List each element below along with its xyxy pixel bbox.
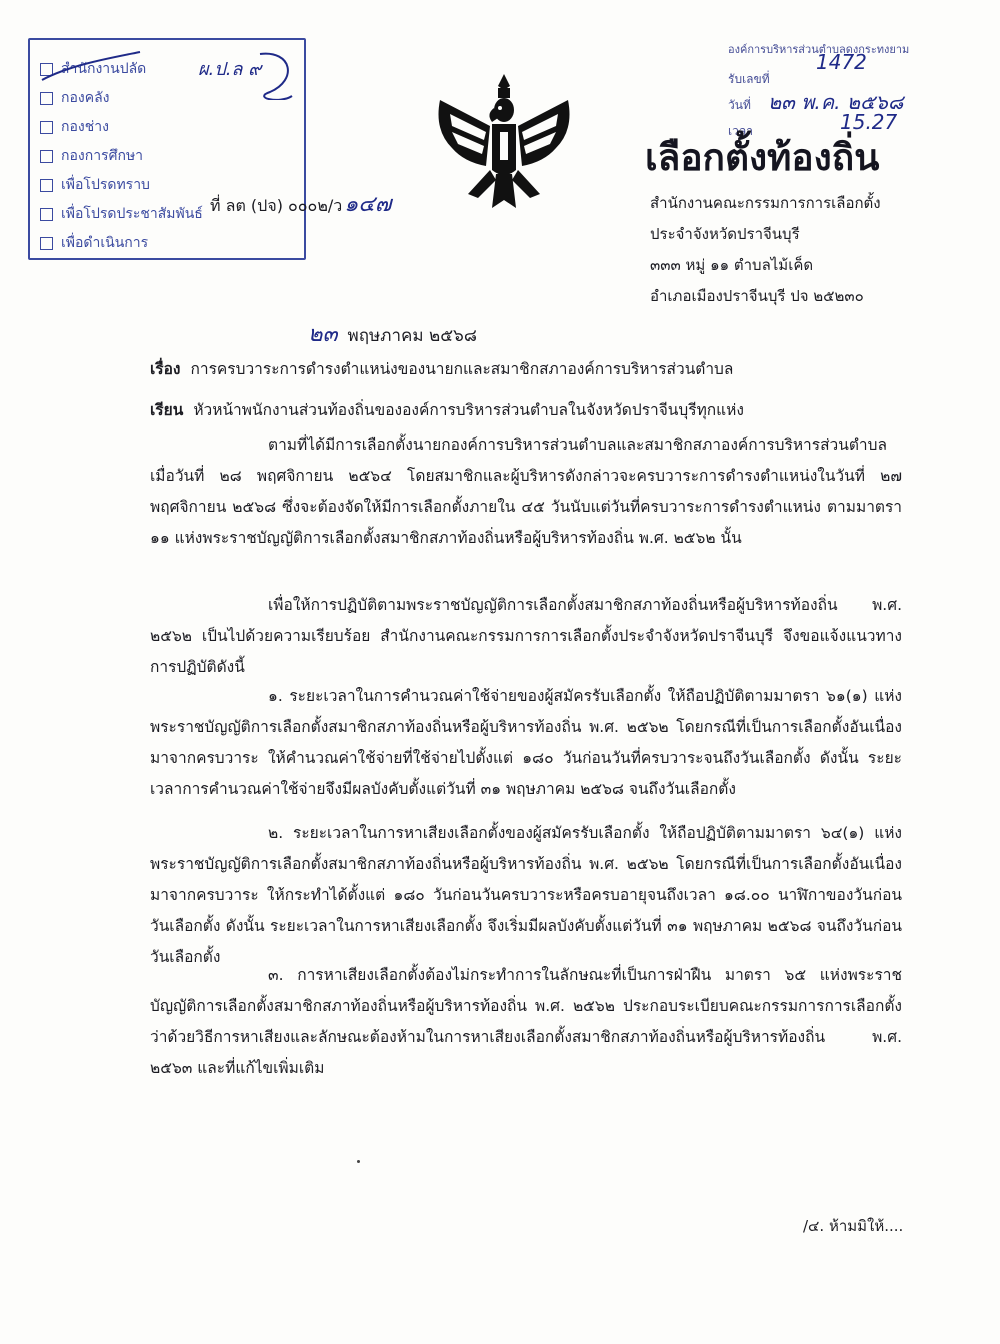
routing-item: สำนักงานปลัด: [40, 58, 146, 80]
letterhead-line: ๓๓๓ หมู่ ๑๑ ตำบลไม้เค็ด: [650, 256, 814, 274]
handwritten-note: ผ.ป.ล ๙: [198, 59, 262, 80]
routing-item: เพื่อดำเนินการ: [40, 232, 148, 254]
routing-item: กองการศึกษา: [40, 145, 143, 167]
routing-stamp: [28, 38, 306, 260]
routing-item: เพื่อโปรดประชาสัมพันธ์: [40, 203, 203, 225]
letterhead-line: อำเภอเมืองปราจีนบุรี ปจ ๒๕๒๓๐: [650, 287, 864, 305]
checkbox-icon: [40, 208, 53, 221]
reference-number: ที่ ลต (ปจ) ๐๐๐๒/ว๑๔๗: [210, 192, 392, 217]
receipt-date-label: วันที่: [728, 98, 751, 112]
routing-item: กองช่าง: [40, 116, 109, 138]
body-paragraph: ๓. การหาเสียงเลือกตั้งต้องไม่กระทำการในลักษณะที่เป็นการฝ่าฝืน มาตรา ๖๕ แห่งพระราชบัญญัติการเลือกตั้งสมาชิกสภาท้องถิ่นหรือผู้บริหารท้องถิ่น พ.ศ. ๒๕๖๒ ประกอบระเบียบคณะกรรมการการเลือกตั้งว่าด้วยวิธีการหาเสียงและลักษณะต้องห้ามในการหาเสียงเลือกตั้งสมาชิกสภาท้องถิ่นหรือผู้บริหารท้องถิ่น พ.ศ. ๒๕๖๓ และที่แก้ไขเพิ่มเติม: [150, 966, 902, 1077]
routing-item: กองคลัง: [40, 87, 110, 109]
body-paragraph: ตามที่ได้มีการเลือกตั้งนายกองค์การบริหารส่วนตำบลและสมาชิกสภาองค์การบริหารส่วนตำบล เมื่อวันที่ ๒๘ พฤศจิกายน ๒๕๖๔ โดยสมาชิกและผู้บริหารดังกล่าวจะครบวาระการดำรงตำแหน่งในวันที่ ๒๗ พฤศจิกายน ๒๕๖๘ ซึ่งจะต้องจัดให้มีการเลือกตั้งภายใน ๔๕ วันนับแต่วันที่ครบวาระการดำรงตำแหน่ง ตามมาตรา ๑๑ แห่งพระราชบัญญัติการเลือกตั้งสมาชิกสภาท้องถิ่นหรือผู้บริหารท้องถิ่น พ.ศ. ๒๕๖๒ นั้น: [150, 436, 902, 547]
recipient-label: เรียน: [150, 401, 184, 419]
handwritten-reference: ๑๔๗: [344, 192, 392, 217]
handwritten-strike-icon: [30, 40, 308, 100]
letter-date: ๒๓ พฤษภาคม ๒๕๖๘: [308, 322, 477, 347]
recipient-text: หัวหน้าพนักงานส่วนท้องถิ่นขององค์การบริหารส่วนตำบลในจังหวัดปราจีนบุรีทุกแห่ง: [193, 401, 744, 419]
body-paragraph: ๒. ระยะเวลาในการหาเสียงเลือกตั้งของผู้สมัครรับเลือกตั้ง ให้ถือปฏิบัติตามมาตรา ๖๔(๑) แห่งพระราชบัญญัติการเลือกตั้งสมาชิกสภาท้องถิ่นหรือผู้บริหารท้องถิ่น พ.ศ. ๒๕๖๒ โดยกรณีที่เป็นการเลือกตั้งอันเนื่องมาจากครบวาระ ให้กระทำได้ตั้งแต่ ๑๘๐ วันก่อนวันครบวาระหรือครบอายุจนถึงเวลา ๑๘.๐๐ นาฬิกาของวันก่อนวันเลือกตั้ง ดังนั้น ระยะเวลาในการหาเสียงเลือกตั้ง จึงเริ่มมีผลบังคับตั้งแต่วันที่ ๓๑ พฤษภาคม ๒๕๖๘ จนถึงวันก่อนวันเลือกตั้ง: [150, 824, 902, 966]
garuda-emblem-icon: [430, 70, 578, 218]
body-paragraph: ๑. ระยะเวลาในการคำนวณค่าใช้จ่ายของผู้สมัครรับเลือกตั้ง ให้ถือปฏิบัติตามมาตรา ๖๑(๑) แห่งพระราชบัญญัติการเลือกตั้งสมาชิกสภาท้องถิ่นหรือผู้บริหารท้องถิ่น พ.ศ. ๒๕๖๒ โดยกรณีที่เป็นการเลือกตั้งอันเนื่องมาจากครบวาระ ให้คำนวณค่าใช้จ่ายที่ใช้จ่ายไปตั้งแต่ ๑๘๐ วันก่อนวันที่ครบวาระจนถึงวันเลือกตั้ง ดังนั้น ระยะเวลาการคำนวณค่าใช้จ่ายจึงมีผลบังคับตั้งแต่วันที่ ๓๑ พฤษภาคม ๒๕๖๘ จนถึงวันเลือกตั้ง: [150, 687, 902, 798]
letterhead-line: สำนักงานคณะกรรมการการเลือกตั้ง: [650, 194, 881, 212]
receipt-time-value: 15.27: [840, 110, 898, 134]
receipt-date-value: ๒๓ พ.ค. ๒๕๖๘: [768, 90, 904, 114]
subject-text: การครบวาระการดำรงตำแหน่งของนายกและสมาชิกสภาองค์การบริหารส่วนตำบล: [190, 360, 734, 378]
letterhead-line: ประจำจังหวัดปราจีนบุรี: [650, 225, 800, 243]
receipt-organization: องค์การบริหารส่วนตำบลดงกระทงยาม: [728, 43, 910, 56]
recipient-line: [150, 397, 744, 422]
checkbox-icon: [40, 150, 53, 163]
subject-label: เรื่อง: [150, 360, 181, 378]
handwritten-day: ๒๓: [308, 322, 338, 347]
letterhead-title: เลือกตั้งท้องถิ่น: [645, 136, 880, 179]
receipt-no-value: 1472: [816, 50, 867, 74]
subject-line: [150, 356, 733, 381]
receipt-time-label: เวลา: [728, 124, 753, 138]
routing-item: เพื่อโปรดทราบ: [40, 174, 150, 196]
checkbox-icon: [40, 121, 53, 134]
scan-speck: [357, 1160, 360, 1163]
receipt-no-label: รับเลขที่: [728, 72, 770, 86]
continuation-note: /๔. ห้ามมิให้....: [803, 1217, 904, 1235]
checkbox-icon: [40, 179, 53, 192]
checkbox-icon: [40, 237, 53, 250]
body-paragraph: เพื่อให้การปฏิบัติตามพระราชบัญญัติการเลือกตั้งสมาชิกสภาท้องถิ่นหรือผู้บริหารท้องถิ่น พ.ศ. ๒๕๖๒ เป็นไปด้วยความเรียบร้อย สำนักงานคณะกรรมการการเลือกตั้งประจำจังหวัดปราจีนบุรี จึงขอแจ้งแนวทางการปฏิบัติดังนี้: [150, 596, 902, 676]
